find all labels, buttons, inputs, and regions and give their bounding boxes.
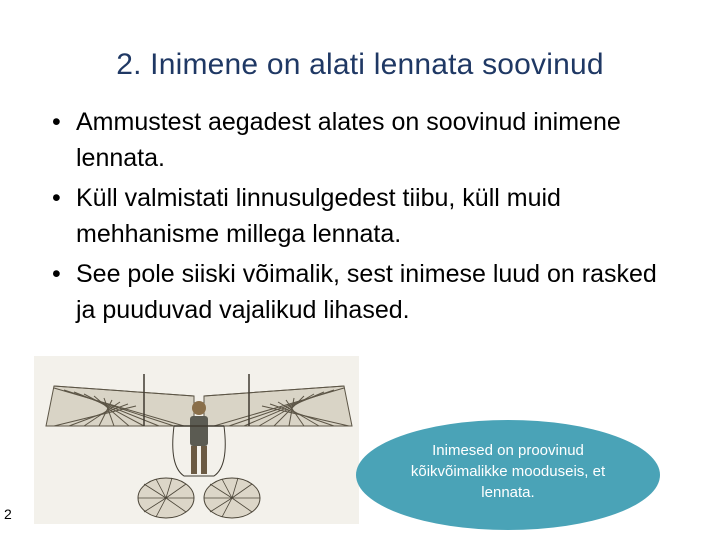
callout-bubble [356,420,660,530]
bullet-text: See pole siiski võimalik, sest inimese luud on rasked ja puuduvad vajalikud lihased. [76,260,657,324]
bullet-item [52,180,682,252]
bullet-dot-icon: • [52,184,61,212]
slide-title: 2. Inimene on alati lennata soovinud [116,48,604,81]
bullet-dot-icon: • [52,108,61,136]
bullet-list [52,104,682,332]
bullet-item [52,104,682,176]
flying-machine-illustration [34,356,359,524]
bullet-dot-icon: • [52,260,61,288]
winged-man-drawing [34,356,359,524]
callout-text: Inimesed on proovinud kõikvõimalikke mooduseis, et lennata. [410,441,606,501]
bullet-text: Ammustest aegadest alates on soovinud inimene lennata. [76,108,621,172]
bullet-item [52,256,682,328]
page-number: 2 [4,506,12,522]
bullet-text: Küll valmistati linnusulgedest tiibu, küll muid mehhanisme millega lennata. [76,184,561,248]
